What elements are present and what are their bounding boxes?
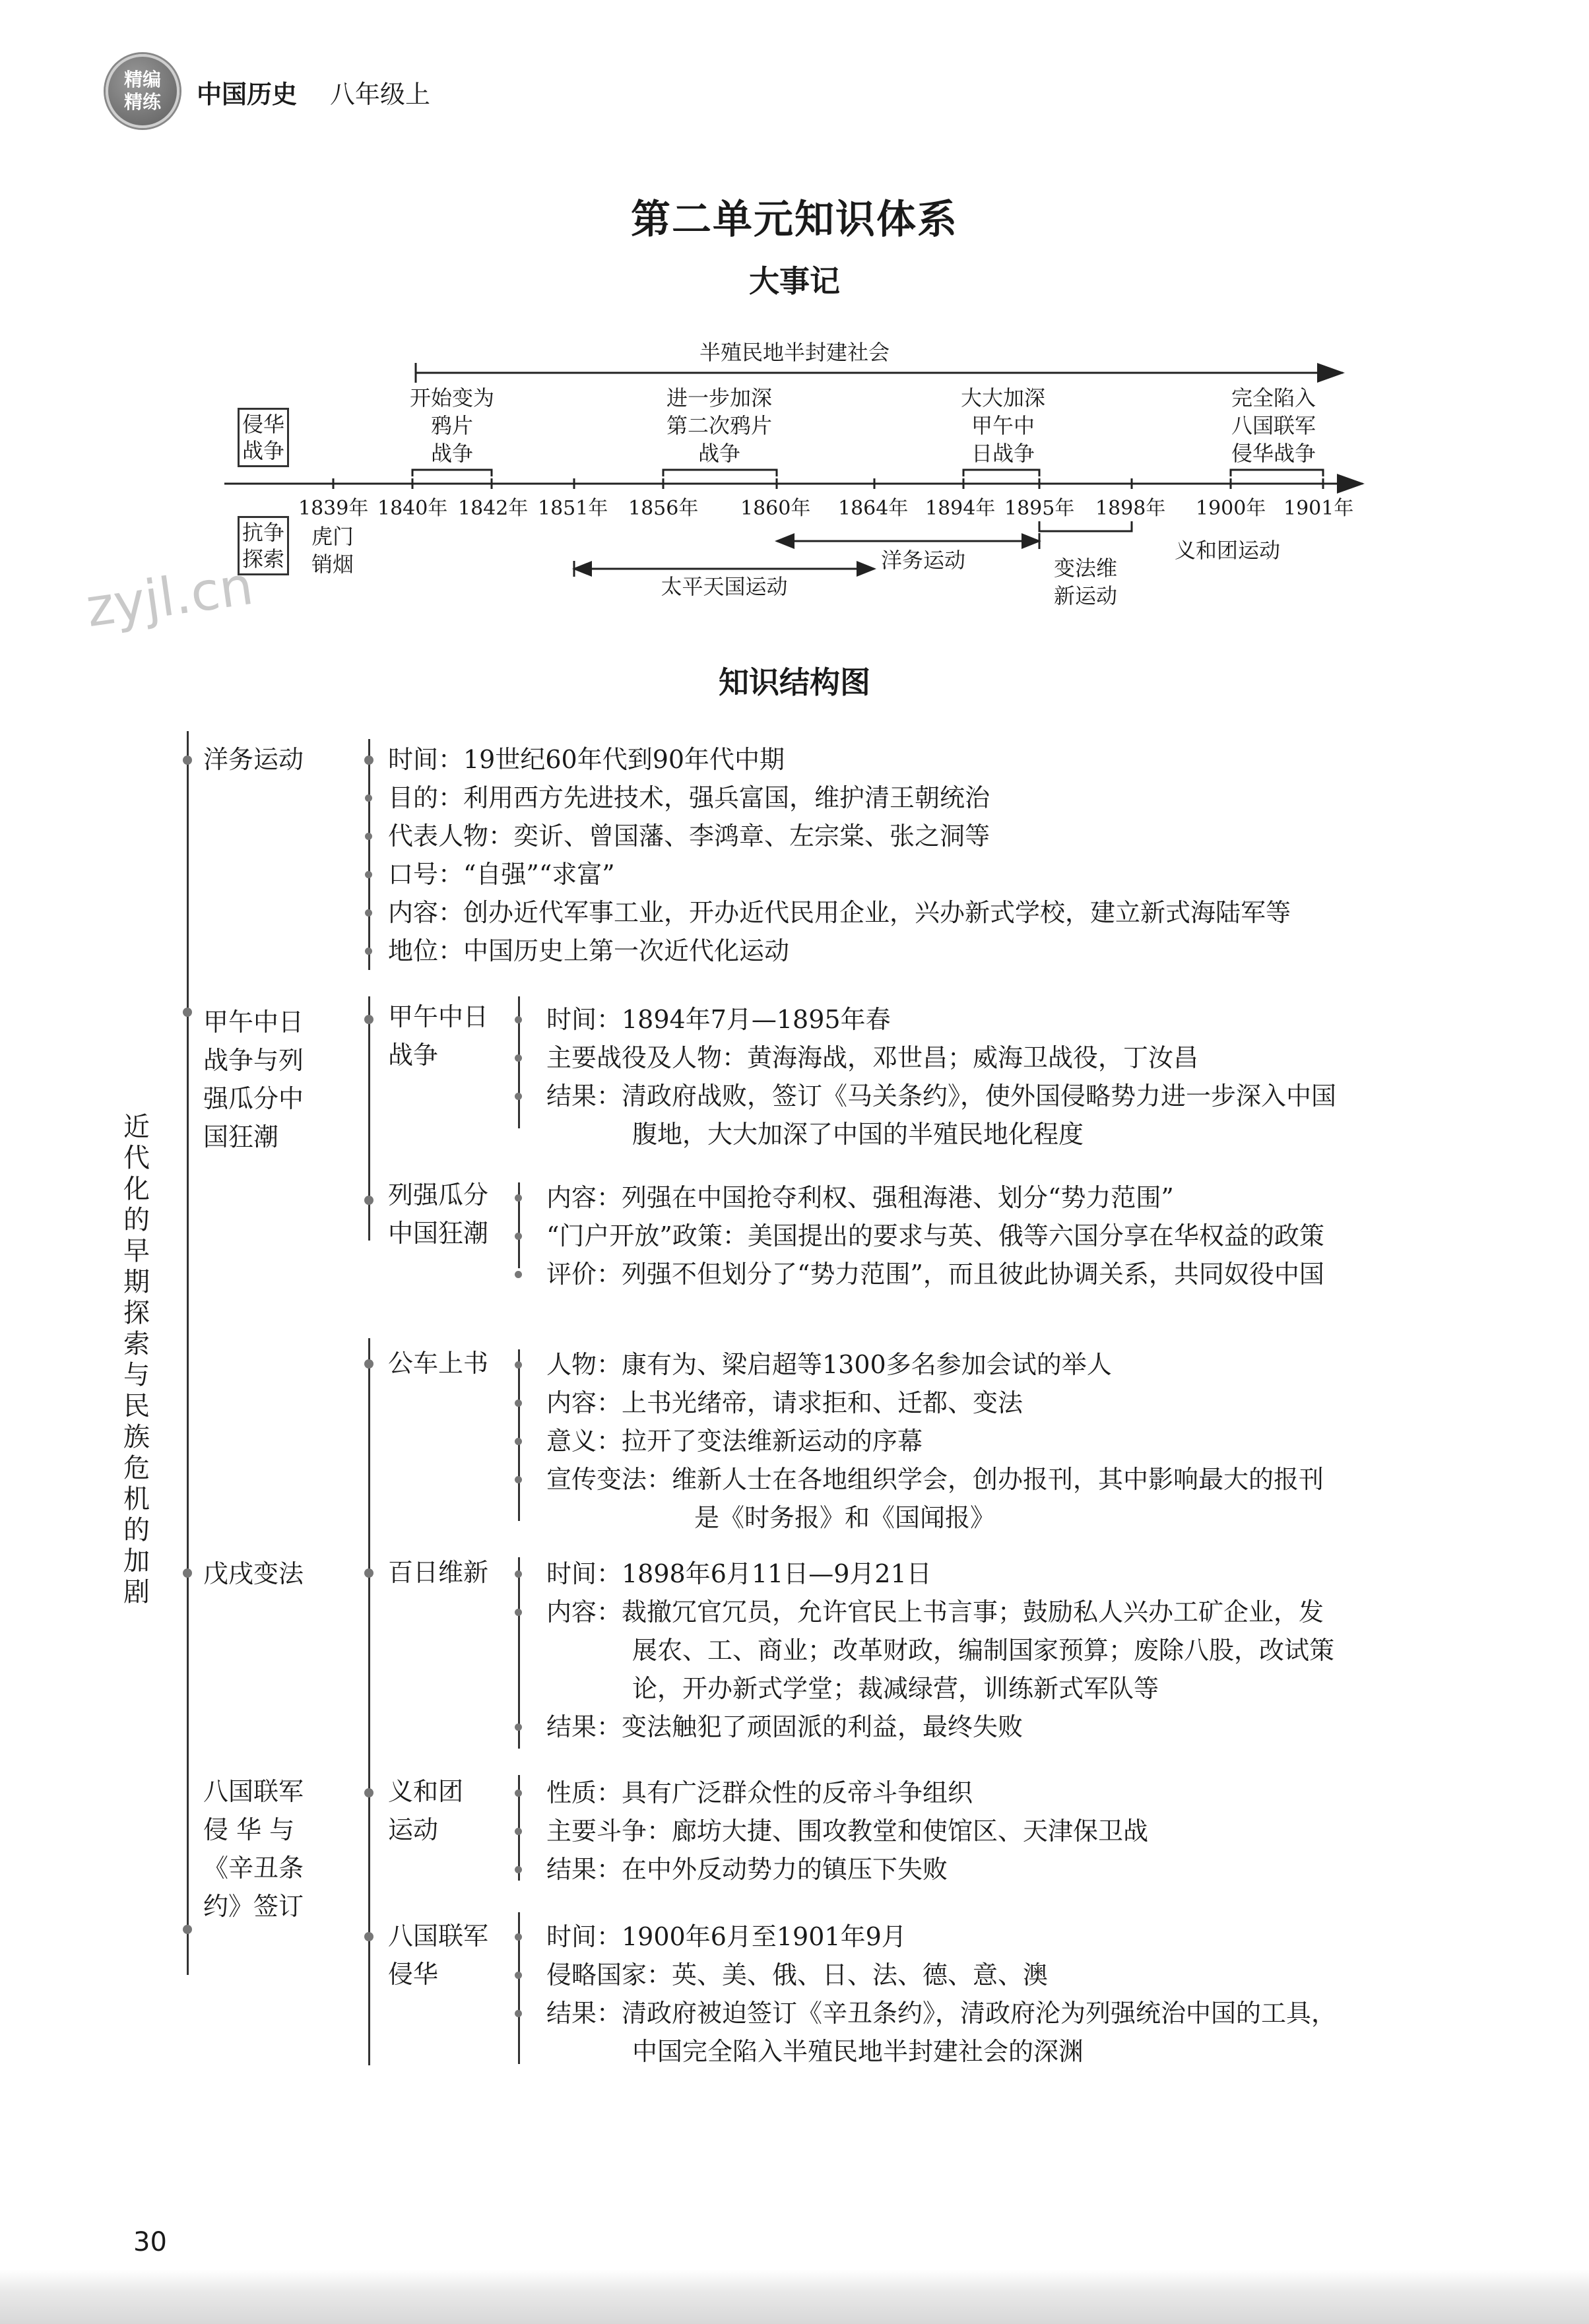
line-bullet-dot: [365, 794, 372, 802]
branch-dot: [183, 1008, 192, 1017]
war-opium-2: 进一步加深 第二次鸦片 战争: [666, 385, 772, 466]
war-eight-nation: 完全陷入 八国联军 侵华战争: [1231, 385, 1316, 466]
line-bullet-dot: [365, 833, 372, 840]
yangwu-line: 地位：中国历史上第一次近代化运动: [388, 936, 790, 965]
root-title: 近代化的早期探索与民族危机的加剧: [123, 1112, 150, 1607]
yangwu-line: 内容：创办近代军事工业，开办近代民用企业，兴办新式学校，建立新式海陆军等: [388, 898, 1291, 927]
year-1860: 1860年: [740, 497, 811, 520]
sub-dot: [364, 1788, 373, 1797]
year-1851: 1851年: [538, 497, 608, 520]
header-grade: 八年级上: [330, 80, 431, 109]
boxer-line: 结果：在中外反动势力的镇压下失败: [546, 1855, 948, 1884]
page-title: 第二单元知识体系: [631, 197, 958, 243]
line-bullet-dot: [365, 756, 372, 763]
line-bullet-dot: [515, 1790, 522, 1797]
event-reform: 变法维 新运动: [1053, 556, 1117, 608]
event-humen: 虎门 销烟: [311, 524, 354, 577]
jiawu-war-line: 腹地，大大加深了中国的半殖民地化程度: [632, 1120, 1084, 1149]
sub-boxer: 义和团 运动: [388, 1777, 464, 1844]
boxer-line: 性质：具有广泛群众性的反帝斗争组织: [546, 1778, 973, 1807]
war-sino-japanese: 大大加深 甲午中 日战争: [960, 385, 1045, 466]
line-bullet-dot: [515, 1724, 522, 1731]
logo-text-bottom: 精练: [123, 91, 161, 113]
yangwu-line: 口号：“自强”“求富”: [388, 860, 615, 889]
era-label: 半殖民地半封建社会: [699, 340, 890, 365]
page-footer-band: [0, 2270, 1589, 2324]
page-number: 30: [133, 2227, 167, 2257]
sub-dot: [364, 1568, 373, 1578]
petition-line: 人物：康有为、梁启超等1300多名参加会试的举人: [546, 1350, 1112, 1379]
line-bullet-dot: [515, 1609, 522, 1616]
line-bullet-dot: [365, 871, 372, 878]
petition-line: 意义：拉开了变法维新运动的序幕: [546, 1427, 923, 1456]
petition-line: 宣传变法：维新人士在各地组织学会，创办报刊，其中影响最大的报刊: [546, 1465, 1324, 1494]
line-bullet-dot: [515, 1361, 522, 1369]
partition-line: 评价：列强不但划分了“势力范围”，而且彼此协调关系，共同奴役中国: [546, 1260, 1324, 1289]
event-taiping: 太平天国运动: [661, 574, 788, 599]
branch-wuxu: 戊戌变法: [203, 1559, 304, 1588]
yangwu-line: 目的：利用西方先进技术，强兵富国，维护清王朝统治: [388, 783, 990, 812]
root-bracket-line: [187, 731, 189, 1975]
line-bullet-dot: [515, 1093, 522, 1100]
branch-dot: [183, 1568, 192, 1578]
year-1840: 1840年: [377, 497, 448, 520]
jiawu-war-line: 主要战役及人物：黄海海战，邓世昌；威海卫战役，丁汝昌: [546, 1043, 1199, 1072]
war-brackets: [412, 470, 1323, 476]
branch-dot: [183, 1925, 192, 1934]
logo-text-top: 精编: [123, 69, 161, 90]
partition-line: “门户开放”政策：美国提出的要求与英、俄等六国分享在华权益的政策: [546, 1221, 1324, 1250]
year-1901: 1901年: [1283, 497, 1354, 520]
watermark: zyjl.cn: [82, 554, 257, 639]
year-1900: 1900年: [1196, 497, 1266, 520]
line-bullet-dot: [515, 1054, 522, 1062]
year-1839: 1839年: [298, 497, 369, 520]
section-title-structure: 知识结构图: [719, 664, 870, 700]
petition-line: 是《时务报》和《国闻报》: [694, 1503, 996, 1532]
year-1842: 1842年: [458, 497, 529, 520]
year-1898: 1898年: [1095, 497, 1166, 520]
row-label-struggles: 抗争 探索: [238, 516, 289, 575]
reform-bracket: [1039, 521, 1132, 531]
bracket-yangwu: [368, 739, 370, 970]
branch-yangwu: 洋务运动: [203, 745, 304, 774]
petition-line: 内容：上书光绪帝，请求拒和、迁都、变法: [546, 1388, 1023, 1417]
partition-line: 内容：列强在中国抢夺利权、强租海港、划分“势力范围”: [546, 1183, 1174, 1212]
sub-invasion: 八国联军 侵华: [388, 1921, 489, 1989]
jiawu-war-line: 时间：1894年7月—1895年春: [546, 1005, 891, 1034]
year-1864: 1864年: [838, 497, 909, 520]
hundred-days-line: 论，开办新式学堂；裁减绿营，训练新式军队等: [632, 1674, 1159, 1703]
line-bullet-dot: [515, 1972, 522, 1979]
hundred-days-line: 内容：裁撤冗官冗员，允许官民上书言事；鼓励私人兴办工矿企业，发: [546, 1598, 1324, 1627]
sub-hundred-days: 百日维新: [388, 1558, 489, 1587]
row-label-wars: 侵华 战争: [238, 408, 289, 467]
line-bullet-dot: [515, 1438, 522, 1445]
year-1894: 1894年: [925, 497, 996, 520]
jiawu-war-line: 结果：清政府战败，签订《马关条约》，使外国侵略势力进一步深入中国: [546, 1081, 1337, 1111]
line-bullet-dot: [515, 1570, 522, 1578]
line-bullet-dot: [515, 1194, 522, 1202]
sub-dot: [364, 1932, 373, 1941]
header-subject: 中国历史: [197, 80, 298, 109]
year-1856: 1856年: [628, 497, 699, 520]
sub-jiawu-war: 甲午中日 战争: [388, 1002, 489, 1070]
branch-jiawu: 甲午中日 战争与列 强瓜分中 国狂潮: [203, 1008, 304, 1151]
branch-baguo: 八国联军 侵 华 与 《辛丑条 约》签订: [203, 1777, 304, 1921]
line-bullet-dot: [515, 1476, 522, 1483]
line-bullet-dot: [365, 948, 372, 955]
line-bullet-dot: [365, 909, 372, 917]
line-bullet-dot: [515, 2010, 522, 2017]
section-title-events: 大事记: [749, 263, 840, 299]
event-boxer: 义和团运动: [1175, 538, 1281, 563]
sub-dot: [364, 1196, 373, 1205]
line-bullet-dot: [515, 1866, 522, 1873]
line-bullet-dot: [515, 1016, 522, 1023]
sub-dot: [364, 1359, 373, 1369]
sub-partition: 列强瓜分 中国狂潮: [388, 1180, 489, 1248]
invasion-line: 侵略国家：英、美、俄、日、法、德、意、澳: [546, 1960, 1049, 1989]
line-bullet-dot: [515, 1828, 522, 1835]
line-bullet-dot: [515, 1271, 522, 1278]
line-bullet-dot: [515, 1400, 522, 1407]
invasion-line: 中国完全陷入半殖民地半封建社会的深渊: [632, 2037, 1084, 2066]
invasion-line: 时间：1900年6月至1901年9月: [546, 1922, 907, 1951]
invasion-line: 结果：清政府被迫签订《辛丑条约》，清政府沦为列强统治中国的工具，: [546, 1999, 1337, 2028]
war-opium-1: 开始变为 鸦片 战争: [409, 385, 494, 466]
branch-dot: [183, 756, 192, 765]
year-1895: 1895年: [1004, 497, 1075, 520]
bracket-wuxu: [368, 1338, 370, 1774]
bracket-petition: [518, 1349, 520, 1521]
sub-petition: 公车上书: [388, 1349, 489, 1378]
hundred-days-line: 结果：变法触犯了顽固派的利益，最终失败: [546, 1712, 1023, 1741]
line-bullet-dot: [515, 1233, 522, 1240]
yangwu-line: 时间：19世纪60年代到90年代中期: [388, 745, 785, 774]
line-bullet-dot: [515, 1933, 522, 1941]
hundred-days-line: 展农、工、商业；改革财政，编制国家预算；废除八股，改试策: [632, 1636, 1335, 1665]
boxer-line: 主要斗争：廊坊大捷、围攻教堂和使馆区、天津保卫战: [546, 1817, 1149, 1846]
bracket-baguo: [368, 1768, 370, 2065]
sub-dot: [364, 1015, 373, 1024]
hundred-days-line: 时间：1898年6月11日—9月21日: [546, 1559, 932, 1588]
yangwu-line: 代表人物：奕䜣、曾国藩、李鸿章、左宗棠、张之洞等: [388, 822, 990, 851]
event-westernization: 洋务运动: [881, 548, 966, 573]
bracket-hundred-days: [518, 1557, 520, 1749]
